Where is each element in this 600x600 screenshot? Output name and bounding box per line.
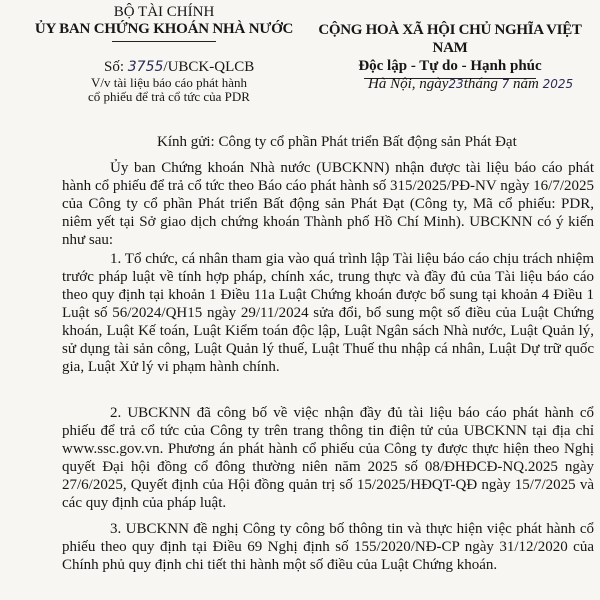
date-month-label: tháng — [463, 76, 498, 92]
subject-line: cổ phiếu để trả cổ tức của PDR — [88, 89, 250, 104]
commission-name: ỦY BAN CHỨNG KHOÁN NHÀ NƯỚC — [34, 21, 294, 37]
issuer-underline — [112, 41, 216, 42]
nation-title: CỘNG HOÀ XÃ HỘI CHỦ NGHĨA VIỆT NAM — [318, 22, 582, 56]
document-number — [104, 59, 254, 76]
ministry-name: BỘ TÀI CHÍNH — [113, 4, 215, 20]
document-date — [368, 76, 573, 93]
date-month-handwritten: 7 — [501, 77, 510, 91]
document-number-handwritten: 3755 — [127, 59, 164, 75]
section-2-paragraph: 2. UBCKNN đã công bố về việc nhận đầy đủ tài liệu báo cáo phát hành cổ phiếu để trả cổ tức của Công ty trên trang thông tin điện tử của UBCKNN tại địa chỉ www.ssc.gov.vn. Phương án phát hành cổ phiếu của Công ty được thực hiện theo Nghị quyết Đại hội đồng cổ đông thường niên năm 2025 số 08/ĐHĐCĐ-NQ.2025 ngày 27/6/2025, Quyết định của Hội đồng quản trị số 15/2025/HĐQT-QĐ ngày 15/7/2025 và các quy định của pháp luật. — [62, 405, 594, 511]
section-3-paragraph: 3. UBCKNN đề nghị Công ty công bố thông tin và thực hiện việc phát hành cổ phiếu theo quy định tại Điều 69 Nghị định số 155/2020/NĐ-CP ngày 31/12/2020 của Chính phủ quy định chi tiết thi hành một số điều của Luật Chứng khoán. — [62, 521, 594, 573]
recipient-greeting: Kính gửi: Công ty cổ phần Phát triển Bất động sản Phát Đạt — [157, 134, 517, 150]
intro-paragraph: Ủy ban Chứng khoán Nhà nước (UBCKNN) nhận được tài liệu báo cáo phát hành cổ phiếu để trả cổ tức theo Báo cáo phát hành số 315/2025/PĐ-NV ngày 16/7/2025 của Công ty cổ phần Phát triển Bất động sản Phát Đạt (Công ty, Mã cổ phiếu: PDR, niêm yết tại Sở giao dịch chứng khoán Thành phố Hồ Chí Minh). UBCKNN có ý kiến như sau: — [62, 160, 594, 248]
issuer-block — [14, 4, 314, 42]
document-number-prefix: Số: — [104, 59, 125, 75]
subject-line: V/v tài liệu báo cáo phát hành — [91, 75, 247, 90]
date-year-label: năm — [513, 76, 539, 92]
document-number-suffix: /UBCK-QLCB — [163, 59, 255, 75]
date-place: Hà Nội, ngày — [368, 76, 449, 92]
section-1-paragraph: 1. Tổ chức, cá nhân tham gia vào quá trình lập Tài liệu báo cáo chịu trách nhiệm trước pháp luật về tính hợp pháp, chính xác, trung thực và đầy đủ của Tài liệu báo cáo theo quy định tại khoản 1 Điều 11a Luật Chứng khoán được bổ sung tại khoản 4 Điều 1 Luật số 56/2024/QH15 ngày 29/11/2024 sửa đổi, bổ sung một số điều của Luật Chứng khoán, Luật Kế toán, Luật Kiểm toán độc lập, Luật Ngân sách Nhà nước, Luật Quản lý, sử dụng tài sản công, Luật Quản lý thuế, Luật Thuế thu nhập cá nhân, Luật Dự trữ quốc gia, Luật Xử lý vi phạm hành chính. — [62, 251, 594, 375]
national-motto-block — [300, 21, 600, 79]
date-day-handwritten: 23 — [448, 77, 464, 91]
motto: Độc lập - Tự do - Hạnh phúc — [358, 58, 542, 74]
date-year-handwritten: 2025 — [542, 77, 574, 91]
document-subject — [64, 76, 274, 104]
